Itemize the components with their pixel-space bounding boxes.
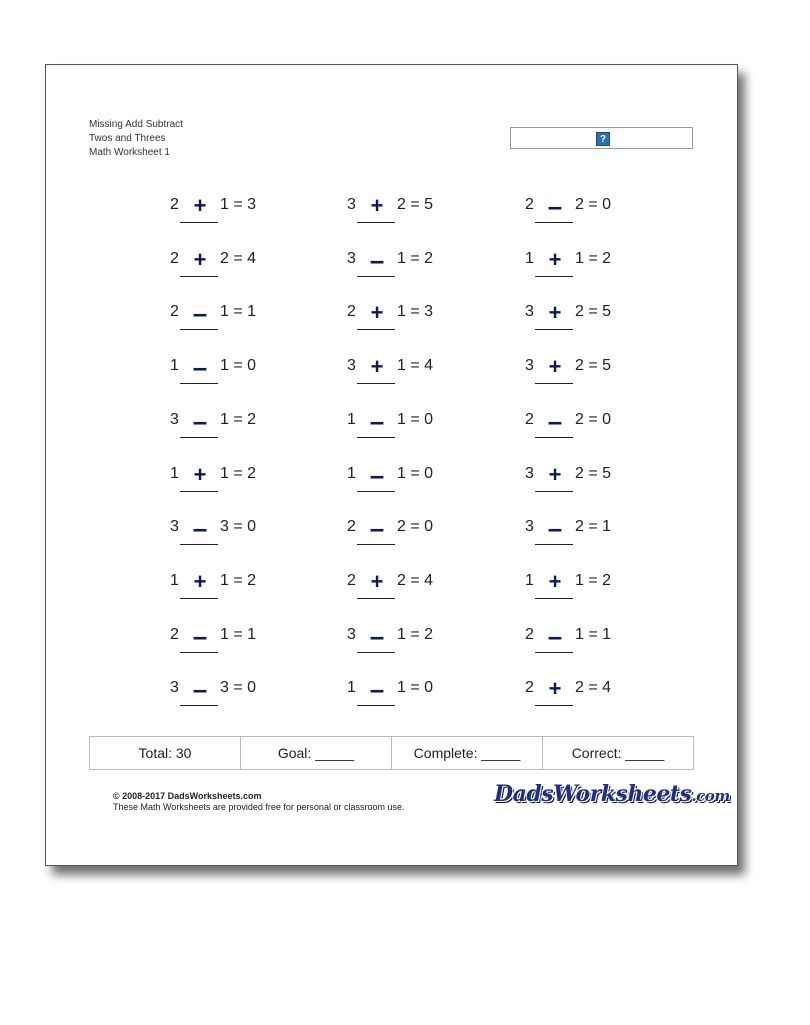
answer-blank[interactable] [535,544,573,545]
problem [525,191,635,235]
problem [525,513,635,557]
minus-icon: – [369,245,385,275]
problem [347,513,457,557]
first-operand: 2 [525,196,534,213]
problem [170,513,280,557]
first-operand: 1 [347,465,356,482]
equation-rest: 1 = 2 [220,411,257,428]
problem [170,621,280,665]
answer-blank[interactable] [180,705,218,706]
name-box[interactable] [510,127,693,149]
equation-rest: 1 = 3 [220,196,257,213]
equation-rest: 1 = 2 [397,250,434,267]
answer-blank[interactable] [180,276,218,277]
problem [170,298,280,342]
equation-rest: 2 = 4 [575,679,612,696]
first-operand: 2 [347,303,356,320]
problem [347,674,457,718]
first-operand: 2 [170,196,179,213]
equation-rest: 1 = 0 [397,465,434,482]
answer-blank[interactable] [535,598,573,599]
first-operand: 1 [170,572,179,589]
first-operand: 3 [525,518,534,535]
answer-blank[interactable] [535,383,573,384]
score-complete: Complete: _____ [392,737,543,769]
answer-blank[interactable] [535,652,573,653]
first-operand: 2 [347,572,356,589]
equation-rest: 1 = 0 [220,357,257,374]
minus-icon: – [547,406,563,436]
answer-blank[interactable] [357,544,395,545]
problem [347,571,457,611]
first-operand: 3 [525,465,534,482]
problem [347,195,457,235]
plus-icon: + [548,462,562,487]
copyright-text: © 2008-2017 DadsWorksheets.com [113,791,262,801]
answer-blank[interactable] [357,437,395,438]
equation-rest: 3 = 0 [220,518,257,535]
first-operand: 2 [170,626,179,643]
first-operand: 1 [525,250,534,267]
header-subtitle: Twos and Threes [89,133,166,144]
first-operand: 3 [347,626,356,643]
problem [347,302,457,342]
plus-icon: + [548,247,562,272]
plus-icon: + [193,247,207,272]
first-operand: 3 [347,196,356,213]
first-operand: 3 [347,250,356,267]
score-goal: Goal: _____ [241,737,392,769]
problem [347,356,457,396]
plus-icon: + [193,193,207,218]
minus-icon: – [192,674,208,704]
logo-main: DadsWorksheets [494,781,692,807]
answer-blank[interactable] [180,437,218,438]
minus-icon: – [192,406,208,436]
answer-blank[interactable] [357,383,395,384]
problem [525,571,635,611]
answer-blank[interactable] [357,598,395,599]
logo-suffix: .com [691,787,730,805]
answer-blank[interactable] [180,383,218,384]
minus-icon: – [547,191,563,221]
first-operand: 1 [170,465,179,482]
problem [525,406,635,450]
equation-rest: 1 = 2 [575,250,612,267]
usage-note: These Math Worksheets are provided free for personal or classroom use. [113,802,405,812]
equation-rest: 2 = 0 [575,411,612,428]
first-operand: 3 [170,411,179,428]
equation-rest: 1 = 0 [397,679,434,696]
header-worksheet-number: Math Worksheet 1 [89,147,170,158]
equation-rest: 2 = 4 [220,250,257,267]
first-operand: 2 [170,303,179,320]
problem [525,356,635,396]
plus-icon: + [370,193,384,218]
plus-icon: + [193,569,207,594]
equation-rest: 1 = 1 [220,303,257,320]
minus-icon: – [192,513,208,543]
first-operand: 1 [170,357,179,374]
equation-rest: 1 = 3 [397,303,434,320]
equation-rest: 1 = 2 [220,572,257,589]
footer [113,791,404,813]
score-correct: Correct: _____ [571,745,665,761]
problem [170,406,280,450]
equation-rest: 1 = 1 [575,626,612,643]
equation-rest: 2 = 4 [397,572,434,589]
answer-blank[interactable] [535,276,573,277]
answer-blank[interactable] [180,491,218,492]
answer-blank[interactable] [535,222,573,223]
problem [347,245,457,289]
problem [347,621,457,665]
problem [170,249,280,289]
question-icon[interactable]: ? [596,132,610,146]
equation-rest: 2 = 5 [397,196,434,213]
equation-rest: 2 = 0 [575,196,612,213]
answer-blank[interactable] [180,598,218,599]
worksheet-header [89,118,183,160]
first-operand: 3 [347,357,356,374]
answer-blank[interactable] [357,276,395,277]
minus-icon: – [192,298,208,328]
problem [347,406,457,450]
plus-icon: + [370,300,384,325]
equation-rest: 1 = 2 [397,626,434,643]
score-total: Total: 30 [90,737,241,769]
first-operand: 3 [525,303,534,320]
equation-rest: 2 = 0 [397,518,434,535]
answer-blank[interactable] [535,705,573,706]
worksheet-page [45,64,738,866]
equation-rest: 2 = 5 [575,465,612,482]
equation-rest: 1 = 0 [397,411,434,428]
problem [525,621,635,665]
answer-blank[interactable] [180,544,218,545]
minus-icon: – [369,513,385,543]
answer-blank[interactable] [535,329,573,330]
problem [170,352,280,396]
first-operand: 1 [347,411,356,428]
equation-rest: 1 = 2 [220,465,257,482]
first-operand: 2 [525,679,534,696]
first-operand: 2 [170,250,179,267]
equation-rest: 2 = 5 [575,303,612,320]
answer-blank[interactable] [357,705,395,706]
minus-icon: – [192,352,208,382]
first-operand: 3 [170,518,179,535]
answer-blank[interactable] [357,491,395,492]
first-operand: 2 [347,518,356,535]
header-title: Missing Add Subtract [89,119,183,130]
answer-blank[interactable] [357,652,395,653]
problem [170,571,280,611]
plus-icon: + [548,354,562,379]
minus-icon: – [547,513,563,543]
score-bar [89,736,694,770]
equation-rest: 2 = 1 [575,518,612,535]
equation-rest: 1 = 4 [397,357,434,374]
first-operand: 2 [525,626,534,643]
minus-icon: – [369,460,385,490]
equation-rest: 1 = 2 [575,572,612,589]
first-operand: 1 [347,679,356,696]
equation-rest: 3 = 0 [220,679,257,696]
problem [170,195,280,235]
first-operand: 1 [525,572,534,589]
first-operand: 3 [525,357,534,374]
equation-rest: 1 = 1 [220,626,257,643]
plus-icon: + [548,300,562,325]
problem [347,460,457,504]
minus-icon: – [369,621,385,651]
problem [525,249,635,289]
problem [525,464,635,504]
plus-icon: + [548,676,562,701]
minus-icon: – [369,406,385,436]
plus-icon: + [370,569,384,594]
answer-blank[interactable] [357,329,395,330]
problem [170,464,280,504]
equation-rest: 2 = 5 [575,357,612,374]
problem [525,302,635,342]
minus-icon: – [547,621,563,651]
plus-icon: + [370,354,384,379]
answer-blank[interactable] [535,437,573,438]
first-operand: 3 [170,679,179,696]
answer-blank[interactable] [535,491,573,492]
minus-icon: – [369,674,385,704]
answer-blank[interactable] [180,222,218,223]
problem [525,678,635,718]
dadsworksheets-logo[interactable] [494,781,730,807]
minus-icon: – [192,621,208,651]
first-operand: 2 [525,411,534,428]
answer-blank[interactable] [180,652,218,653]
plus-icon: + [193,462,207,487]
answer-blank[interactable] [357,222,395,223]
answer-blank[interactable] [180,329,218,330]
problem [170,674,280,718]
plus-icon: + [548,569,562,594]
